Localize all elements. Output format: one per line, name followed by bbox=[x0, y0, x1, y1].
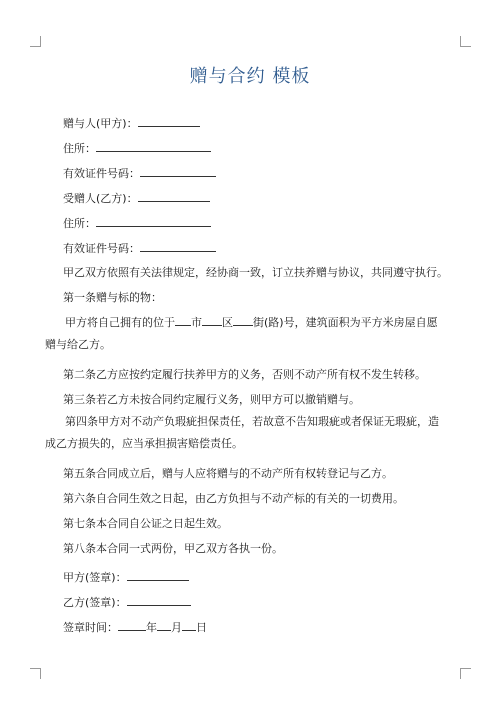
donor-blank[interactable] bbox=[138, 116, 200, 127]
party-b-signature bbox=[63, 595, 443, 610]
party-a-label: 甲方(签章)： bbox=[63, 571, 127, 584]
day-blank[interactable] bbox=[182, 620, 196, 631]
article1-blank-2[interactable] bbox=[202, 315, 222, 326]
document-title: 赠与合约 模板 bbox=[189, 66, 311, 87]
article6: 第六条自合同生效之日起，由乙方负担与不动产标的有关的一切费用。 bbox=[63, 492, 404, 505]
donor-address-field bbox=[63, 141, 443, 156]
donor-address-blank[interactable] bbox=[96, 141, 211, 152]
party-a-blank[interactable] bbox=[127, 570, 189, 581]
preamble: 甲乙双方依照有关法律规定，经协商一致，订立扶养赠与协议，共同遵守执行。 bbox=[63, 266, 448, 279]
donee-blank[interactable] bbox=[138, 191, 210, 202]
year-label: 年 bbox=[146, 621, 157, 634]
article1-heading: 第一条赠与标的物： bbox=[63, 291, 162, 304]
article1-blank-1[interactable] bbox=[175, 315, 191, 326]
article2: 第二条乙方应按约定履行扶养甲方的义务，否则不动产所有权不发生转移。 bbox=[63, 368, 426, 381]
signing-date bbox=[63, 620, 443, 635]
donee-id-blank[interactable] bbox=[140, 241, 216, 252]
year-blank[interactable] bbox=[118, 620, 146, 631]
article1-city: 市 bbox=[191, 316, 202, 329]
donee-address-label: 住所： bbox=[63, 217, 96, 230]
donor-id-blank[interactable] bbox=[140, 166, 216, 177]
article1-body bbox=[45, 312, 445, 356]
donee-label: 受赠人(乙方)： bbox=[63, 192, 138, 205]
day-label: 日 bbox=[196, 621, 207, 634]
party-b-label: 乙方(签章)： bbox=[63, 596, 127, 609]
article1-district: 区 bbox=[222, 316, 233, 329]
month-blank[interactable] bbox=[157, 620, 171, 631]
article8: 第八条本合同一式两份，甲乙双方各执一份。 bbox=[63, 542, 283, 555]
donor-label: 赠与人(甲方)： bbox=[63, 117, 138, 130]
donor-id-field bbox=[63, 166, 443, 181]
donor-field bbox=[63, 116, 443, 131]
crop-mark-bottom-right bbox=[460, 668, 471, 679]
article4: 第四条甲方对不动产负瑕疵担保责任，若故意不告知瑕疵或者保证无瑕疵，造成乙方损失的，应当承担损害赔偿责任。 bbox=[45, 415, 439, 450]
donee-id-field bbox=[63, 241, 443, 256]
month-label: 月 bbox=[171, 621, 182, 634]
article1-blank-3[interactable] bbox=[233, 315, 253, 326]
donor-id-label: 有效证件号码： bbox=[63, 167, 140, 180]
article5: 第五条合同成立后，赠与人应将赠与的不动产所有权转登记与乙方。 bbox=[63, 467, 393, 480]
donee-field bbox=[63, 191, 443, 206]
party-a-signature bbox=[63, 570, 443, 585]
article3: 第三条若乙方未按合同约定履行义务，则甲方可以撤销赠与。 bbox=[63, 393, 360, 406]
article1-part2: 街(路)号，建筑面积为平方米房屋自愿赠与给乙方。 bbox=[45, 316, 438, 351]
crop-mark-top-right bbox=[460, 36, 471, 47]
date-label: 签章时间： bbox=[63, 621, 118, 634]
crop-mark-bottom-left bbox=[30, 668, 41, 679]
donee-address-field bbox=[63, 216, 443, 231]
article7: 第七条本合同自公证之日起生效。 bbox=[63, 517, 228, 530]
party-b-blank[interactable] bbox=[127, 595, 191, 606]
donee-address-blank[interactable] bbox=[96, 216, 211, 227]
donee-id-label: 有效证件号码： bbox=[63, 242, 140, 255]
donor-address-label: 住所： bbox=[63, 142, 96, 155]
article1-part1: 甲方将自己拥有的位于 bbox=[65, 316, 175, 329]
crop-mark-top-left bbox=[30, 36, 41, 47]
